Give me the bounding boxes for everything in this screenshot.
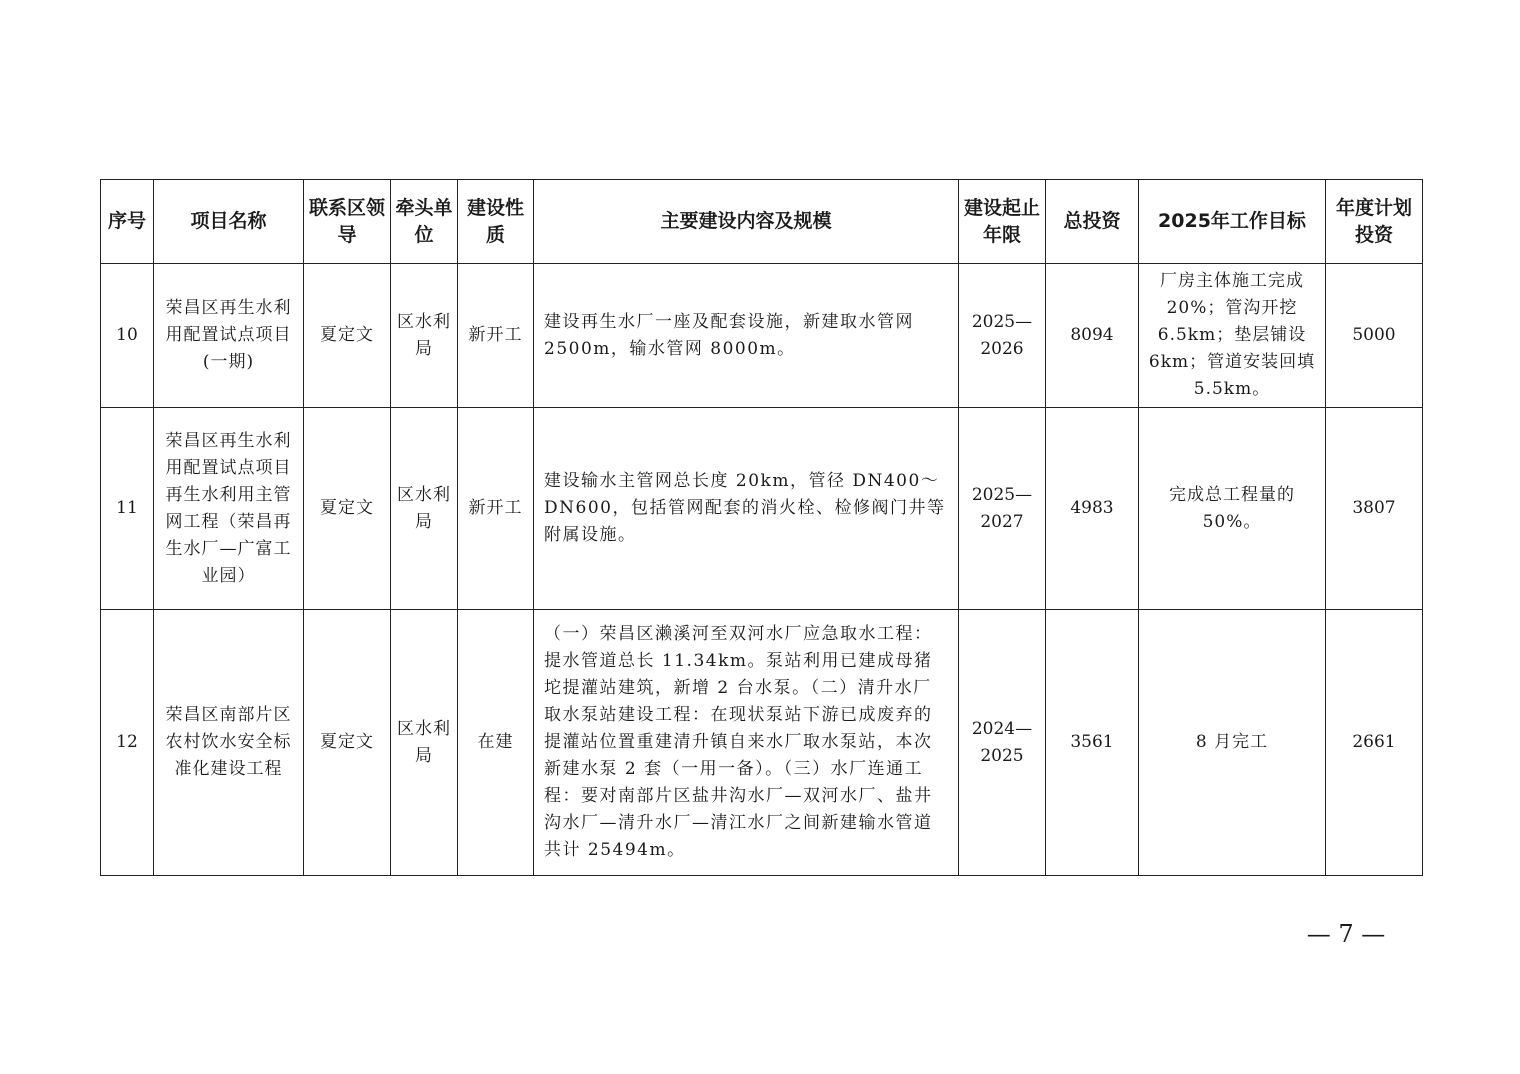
cell-nature: 新开工: [458, 264, 534, 408]
cell-annual-investment: 3807: [1326, 408, 1423, 610]
cell-project-name: 荣昌区南部片区农村饮水安全标准化建设工程: [154, 610, 304, 876]
table-row: [101, 264, 1423, 408]
cell-lead-unit: 区水利局: [391, 408, 458, 610]
header-annual-investment: 年度计划投资: [1326, 180, 1423, 264]
cell-seq: 12: [101, 610, 154, 876]
cell-total-investment: 4983: [1046, 408, 1139, 610]
cell-period: 2025—2026: [959, 264, 1046, 408]
cell-goal: 8 月完工: [1139, 610, 1326, 876]
table-row: [101, 408, 1423, 610]
cell-project-name: 荣昌区再生水利用配置试点项目再生水利用主管网工程（荣昌再生水厂—广富工业园）: [154, 408, 304, 610]
table-header-row: [101, 180, 1423, 264]
cell-lead-unit: 区水利局: [391, 264, 458, 408]
cell-leader: 夏定文: [304, 610, 391, 876]
cell-project-name: 荣昌区再生水利用配置试点项目(一期): [154, 264, 304, 408]
table-row: [101, 610, 1423, 876]
projects-table: [100, 179, 1423, 876]
header-content: 主要建设内容及规模: [534, 180, 959, 264]
header-goal: 2025年工作目标: [1139, 180, 1326, 264]
cell-leader: 夏定文: [304, 264, 391, 408]
header-total-investment: 总投资: [1046, 180, 1139, 264]
cell-seq: 10: [101, 264, 154, 408]
cell-period: 2024—2025: [959, 610, 1046, 876]
cell-content: 建设再生水厂一座及配套设施，新建取水管网 2500m，输水管网 8000m。: [534, 264, 959, 408]
header-project-name: 项目名称: [154, 180, 304, 264]
header-period: 建设起止年限: [959, 180, 1046, 264]
cell-leader: 夏定文: [304, 408, 391, 610]
cell-annual-investment: 2661: [1326, 610, 1423, 876]
cell-total-investment: 3561: [1046, 610, 1139, 876]
cell-content: 建设输水主管网总长度 20km，管径 DN400～DN600，包括管网配套的消火栓、检修阀门井等附属设施。: [534, 408, 959, 610]
page-number: — 7 —: [1306, 920, 1386, 948]
cell-lead-unit: 区水利局: [391, 610, 458, 876]
header-leader: 联系区领导: [304, 180, 391, 264]
header-nature: 建设性质: [458, 180, 534, 264]
cell-total-investment: 8094: [1046, 264, 1139, 408]
cell-nature: 在建: [458, 610, 534, 876]
cell-seq: 11: [101, 408, 154, 610]
cell-goal: 厂房主体施工完成 20%；管沟开挖 6.5km；垫层铺设 6km；管道安装回填 5.5km。: [1139, 264, 1326, 408]
cell-nature: 新开工: [458, 408, 534, 610]
cell-period: 2025—2027: [959, 408, 1046, 610]
header-lead-unit: 牵头单位: [391, 180, 458, 264]
cell-goal: 完成总工程量的 50%。: [1139, 408, 1326, 610]
cell-content: （一）荣昌区濑溪河至双河水厂应急取水工程：提水管道总长 11.34km。泵站利用已建成母猪坨提灌站建筑，新增 2 台水泵。（二）清升水厂取水泵站建设工程：在现状泵站下游已成废弃的提灌站位置重建清升镇自来水厂取水泵站，本次新建水泵 2 套（一用一备）。（三）水厂连通工程：要对南部片区盐井沟水厂—双河水厂、盐井沟水厂—清升水厂—清江水厂之间新建输水管道共计 25494m。: [534, 610, 959, 876]
header-seq: 序号: [101, 180, 154, 264]
cell-annual-investment: 5000: [1326, 264, 1423, 408]
